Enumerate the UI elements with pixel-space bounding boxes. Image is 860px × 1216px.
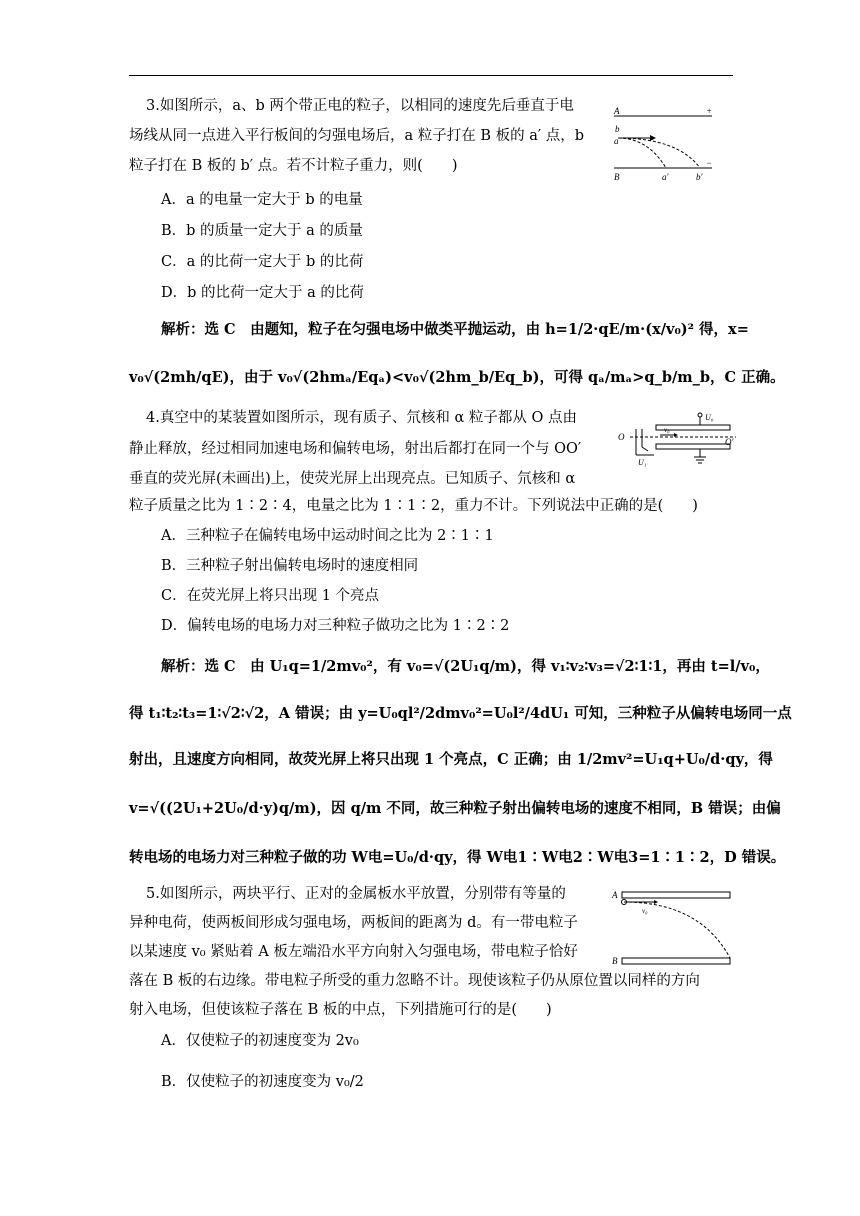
q3-fig-label-b-prime: b′ (696, 172, 703, 182)
q3-option-c: C．a 的比荷一定大于 b 的比荷 (161, 254, 364, 270)
q3-fig-label-A: A (614, 106, 620, 116)
q3-fig-label-b: b (615, 124, 620, 134)
q3-fig-label-a: a (614, 136, 619, 146)
q5-stem-line-1: 5.如图所示，两块平行、正对的金属板水平放置，分别带有等量的 (146, 886, 566, 902)
q4-solution-line-5: 转电场的电场力对三种粒子做的功 W电=U₀/d·qy，得 W电1∶W电2∶W电3=1∶1∶2，D 错误。 (129, 849, 786, 866)
header-rule (129, 75, 733, 76)
q4-fig-label-v0: v₀ (664, 426, 670, 434)
q4-fig-label-o-prime: O′ (725, 437, 734, 447)
q3-fig-plus: + (706, 106, 713, 116)
q3-option-a: A．a 的电量一定大于 b 的电量 (161, 192, 363, 208)
q4-solution-line-2: 得 t₁∶t₂∶t₃=1∶√2∶√2，A 错误；由 y=U₀ql²/2dmv₀²=U₀l²/4dU₁ 可知，三种粒子从偏转电场同一点 (129, 705, 792, 722)
q5-stem-line-2: 异种电荷，使两板间形成匀强电场，两板间的距离为 d。有一带电粒子 (129, 915, 578, 931)
q4-stem-line-2: 静止释放，经过相同加速电场和偏转电场，射出后都打在同一个与 OO′ (129, 441, 582, 457)
q3-fig-label-B: B (614, 172, 620, 182)
q5-fig-label-A: A (612, 890, 618, 900)
q5-stem-line-5: 射入电场，但使该粒子落在 B 板的中点，下列措施可行的是( ) (129, 1002, 552, 1018)
q3-stem-line-1: 3.如图所示，a、b 两个带正电的粒子，以相同的速度先后垂直于电 (146, 98, 574, 114)
q4-option-a: A．三种粒子在偏转电场中运动时间之比为 2∶1∶1 (161, 528, 494, 544)
q4-figure (608, 411, 738, 467)
q5-stem-line-4: 落在 B 板的右边缘。带电粒子所受的重力忽略不计。现使该粒子仍从原位置以同样的方向 (129, 973, 700, 989)
q4-fig-label-u1: U₁ (638, 458, 647, 467)
q3-solution-line-2: v₀√(2mh/qE)，由于 v₀√(2hmₐ/Eqₐ)<v₀√(2hm_b/Eq_b)，可得 qₐ/mₐ>q_b/m_b，C 正确。 (129, 369, 785, 386)
q3-figure (608, 104, 724, 186)
q4-fig-label-u0: U₀ (705, 413, 714, 422)
q3-fig-minus: − (706, 158, 713, 168)
q5-option-a: A．仅使粒子的初速度变为 2v₀ (161, 1033, 359, 1049)
q5-fig-label-v0: v₀ (642, 907, 648, 915)
q5-fig-label-B: B (612, 956, 618, 966)
q3-option-d: D．b 的比荷一定大于 a 的比荷 (161, 285, 364, 301)
q3-stem-line-3: 粒子打在 B 板的 b′ 点。若不计粒子重力，则( ) (129, 158, 458, 174)
q4-fig-label-o: O (618, 432, 625, 442)
q3-option-b: B．b 的质量一定大于 a 的质量 (161, 223, 363, 239)
q4-solution-line-3: 射出，且速度方向相同，故荧光屏上将只出现 1 个亮点，C 正确；由 1/2mv²=U₁q+U₀/d·qy，得 (129, 751, 773, 768)
q4-stem-line-4: 粒子质量之比为 1∶2∶4，电量之比为 1∶1∶2，重力不计。下列说法中正确的是( ) (129, 498, 698, 514)
q3-solution-line-1: 解析：选 C 由题知，粒子在匀强电场中做类平抛运动，由 h=1/2·qE/m·(x/v₀)² 得，x= (161, 321, 749, 338)
q3-stem-line-2: 场线从同一点进入平行板间的匀强电场后，a 粒子打在 B 板的 a′ 点，b (129, 128, 585, 144)
q3-fig-label-a-prime: a′ (662, 172, 669, 182)
q4-solution-line-4: v=√((2U₁+2U₀/d·y)q/m)，因 q/m 不同，故三种粒子射出偏转电场的速度不相同，B 错误；由偏 (129, 800, 781, 817)
q4-stem-line-3: 垂直的荧光屏(未画出)上，使荧光屏上出现亮点。已知质子、氘核和 α (129, 471, 576, 487)
q5-stem-line-3: 以某速度 v₀ 紧贴着 A 板左端沿水平方向射入匀强电场，带电粒子恰好 (129, 944, 578, 960)
q5-figure (610, 886, 734, 972)
q4-stem-line-1: 4.真空中的某装置如图所示，现有质子、氘核和 α 粒子都从 O 点由 (146, 410, 577, 426)
q4-solution-line-1: 解析：选 C 由 U₁q=1/2mv₀²，有 v₀=√(2U₁q/m)，得 v₁∶v₂∶v₃=√2∶1∶1，再由 t=l/v₀， (161, 658, 770, 675)
q4-option-c: C．在荧光屏上将只出现 1 个亮点 (161, 588, 380, 604)
q4-option-b: B．三种粒子射出偏转电场时的速度相同 (161, 558, 419, 574)
q5-option-b: B．仅使粒子的初速度变为 v₀/2 (161, 1074, 364, 1090)
q4-option-d: D．偏转电场的电场力对三种粒子做功之比为 1∶2∶2 (161, 618, 510, 634)
